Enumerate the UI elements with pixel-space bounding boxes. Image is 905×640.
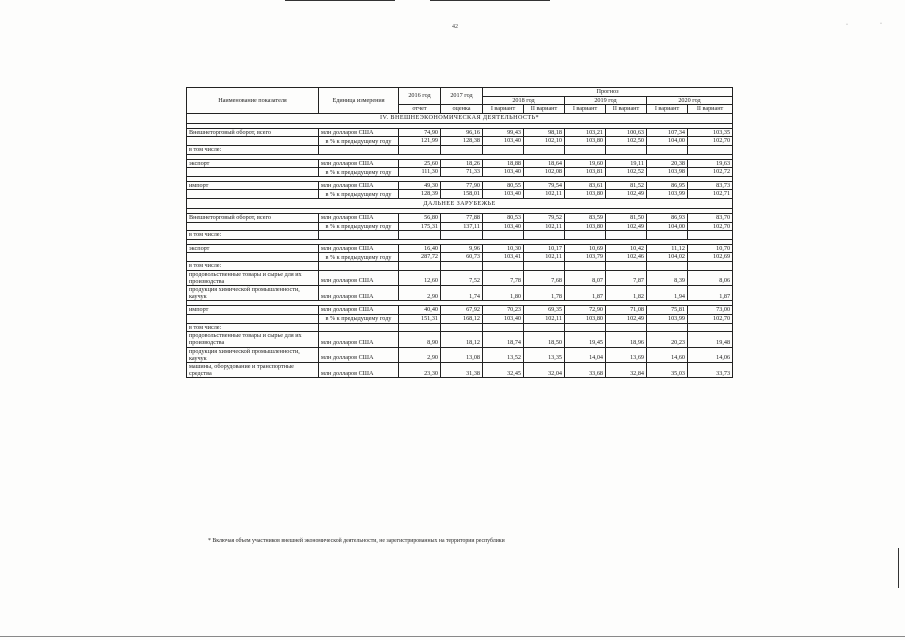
value-cell: 13,35 bbox=[524, 347, 565, 362]
value-cell: 1,82 bbox=[606, 285, 647, 300]
unit-cell: в % к предыдущему году bbox=[319, 190, 399, 199]
value-cell: 103,80 bbox=[565, 314, 606, 323]
empty-cell bbox=[647, 261, 688, 270]
value-cell: 16,40 bbox=[399, 244, 441, 253]
value-cell: 86,93 bbox=[647, 213, 688, 222]
indicator-cell-empty bbox=[187, 222, 319, 231]
value-cell: 7,87 bbox=[606, 270, 647, 285]
including-label: в том числе: bbox=[187, 261, 319, 270]
value-cell: 32,84 bbox=[606, 362, 647, 377]
including-label: в том числе: bbox=[187, 231, 319, 240]
including-label: в том числе: bbox=[187, 323, 319, 332]
empty-cell bbox=[524, 145, 565, 154]
value-cell: 128,39 bbox=[399, 190, 441, 199]
scan-edge-top-right bbox=[430, 0, 550, 1]
section-row bbox=[187, 198, 733, 208]
empty-cell bbox=[606, 145, 647, 154]
value-cell: 102,11 bbox=[524, 222, 565, 231]
value-cell: 32,45 bbox=[483, 362, 524, 377]
table-row bbox=[187, 190, 733, 199]
value-cell: 18,88 bbox=[483, 159, 524, 168]
empty-cell bbox=[399, 323, 441, 332]
value-cell: 1,87 bbox=[565, 285, 606, 300]
indicator-name: Внешнеторговый оборот, всего bbox=[187, 213, 319, 222]
value-cell: 103,80 bbox=[565, 190, 606, 199]
value-cell: 80,55 bbox=[483, 181, 524, 190]
value-cell: 79,52 bbox=[524, 213, 565, 222]
item-name: продовольственные товары и сырье для их производства bbox=[187, 332, 319, 347]
value-cell: 19,63 bbox=[688, 159, 733, 168]
value-cell: 103,40 bbox=[483, 168, 524, 177]
empty-cell bbox=[441, 231, 483, 240]
value-cell: 23,30 bbox=[399, 362, 441, 377]
value-cell: 2,90 bbox=[399, 347, 441, 362]
value-cell: 74,90 bbox=[399, 128, 441, 137]
unit-cell: млн долларов США bbox=[319, 285, 399, 300]
value-cell: 8,06 bbox=[688, 270, 733, 285]
table-row bbox=[187, 222, 733, 231]
value-cell: 67,92 bbox=[441, 306, 483, 315]
table-row bbox=[187, 362, 733, 377]
header-unit: Единица измерения bbox=[319, 88, 399, 114]
value-cell: 104,00 bbox=[647, 137, 688, 146]
value-cell: 128,38 bbox=[441, 137, 483, 146]
section-row bbox=[187, 113, 733, 123]
indicator-name: экспорт bbox=[187, 244, 319, 253]
value-cell: 8,90 bbox=[399, 332, 441, 347]
value-cell: 102,69 bbox=[688, 253, 733, 262]
value-cell: 31,38 bbox=[441, 362, 483, 377]
empty-cell bbox=[606, 261, 647, 270]
value-cell: 79,54 bbox=[524, 181, 565, 190]
value-cell: 10,70 bbox=[688, 244, 733, 253]
empty-cell bbox=[524, 231, 565, 240]
unit-cell: в % к предыдущему году bbox=[319, 314, 399, 323]
empty-cell bbox=[441, 145, 483, 154]
value-cell: 158,01 bbox=[441, 190, 483, 199]
empty-cell bbox=[319, 231, 399, 240]
empty-cell bbox=[565, 145, 606, 154]
value-cell: 9,96 bbox=[441, 244, 483, 253]
value-cell: 111,30 bbox=[399, 168, 441, 177]
header-2017: 2017 год bbox=[441, 88, 483, 105]
unit-cell: млн долларов США bbox=[319, 128, 399, 137]
value-cell: 2,90 bbox=[399, 285, 441, 300]
value-cell: 18,74 bbox=[483, 332, 524, 347]
value-cell: 102,52 bbox=[606, 168, 647, 177]
value-cell: 83,73 bbox=[688, 181, 733, 190]
value-cell: 80,53 bbox=[483, 213, 524, 222]
header-2016-report: отчет bbox=[399, 105, 441, 114]
indicator-cell-empty bbox=[187, 168, 319, 177]
value-cell: 175,31 bbox=[399, 222, 441, 231]
value-cell: 77,90 bbox=[441, 181, 483, 190]
empty-cell bbox=[565, 231, 606, 240]
value-cell: 102,11 bbox=[524, 190, 565, 199]
value-cell: 70,23 bbox=[483, 306, 524, 315]
unit-cell: в % к предыдущему году bbox=[319, 222, 399, 231]
value-cell: 20,23 bbox=[647, 332, 688, 347]
value-cell: 102,10 bbox=[524, 137, 565, 146]
header-2020: 2020 год bbox=[647, 96, 733, 105]
value-cell: 103,79 bbox=[565, 253, 606, 262]
value-cell: 14,06 bbox=[688, 347, 733, 362]
value-cell: 102,08 bbox=[524, 168, 565, 177]
value-cell: 83,59 bbox=[565, 213, 606, 222]
scan-speck: · bbox=[846, 22, 848, 28]
value-cell: 103,40 bbox=[483, 190, 524, 199]
table-row bbox=[187, 285, 733, 300]
empty-cell bbox=[647, 323, 688, 332]
value-cell: 81,52 bbox=[606, 181, 647, 190]
header-variant-1: I вариант bbox=[647, 105, 688, 114]
value-cell: 75,81 bbox=[647, 306, 688, 315]
empty-cell bbox=[399, 231, 441, 240]
value-cell: 103,98 bbox=[647, 168, 688, 177]
value-cell: 1,80 bbox=[483, 285, 524, 300]
indicator-name: импорт bbox=[187, 306, 319, 315]
value-cell: 103,40 bbox=[483, 222, 524, 231]
empty-cell bbox=[647, 145, 688, 154]
value-cell: 103,41 bbox=[483, 253, 524, 262]
empty-cell bbox=[688, 323, 733, 332]
footnote: * Включая объем участников внешней экономической деятельности, не зарегистрированных на территории республики bbox=[208, 538, 505, 544]
including-label: в том числе: bbox=[187, 145, 319, 154]
table-row bbox=[187, 332, 733, 347]
value-cell: 121,99 bbox=[399, 137, 441, 146]
indicator-name: Внешнеторговый оборот, всего bbox=[187, 128, 319, 137]
empty-cell bbox=[688, 231, 733, 240]
value-cell: 19,45 bbox=[565, 332, 606, 347]
value-cell: 7,78 bbox=[483, 270, 524, 285]
value-cell: 1,94 bbox=[647, 285, 688, 300]
value-cell: 102,70 bbox=[688, 314, 733, 323]
unit-cell: млн долларов США bbox=[319, 362, 399, 377]
value-cell: 103,99 bbox=[647, 190, 688, 199]
empty-cell bbox=[441, 261, 483, 270]
value-cell: 49,30 bbox=[399, 181, 441, 190]
value-cell: 104,02 bbox=[647, 253, 688, 262]
value-cell: 10,69 bbox=[565, 244, 606, 253]
table-row bbox=[187, 159, 733, 168]
item-name: продовольственные товары и сырье для их производства bbox=[187, 270, 319, 285]
empty-cell bbox=[647, 231, 688, 240]
item-name: машины, оборудование и транспортные средства bbox=[187, 362, 319, 377]
empty-cell bbox=[606, 323, 647, 332]
value-cell: 103,21 bbox=[565, 128, 606, 137]
value-cell: 1,78 bbox=[524, 285, 565, 300]
item-name: продукция химической промышленности, каучук bbox=[187, 347, 319, 362]
value-cell: 7,52 bbox=[441, 270, 483, 285]
value-cell: 104,00 bbox=[647, 222, 688, 231]
table-row bbox=[187, 306, 733, 315]
subheader-row bbox=[187, 231, 733, 240]
table-row bbox=[187, 128, 733, 137]
value-cell: 103,80 bbox=[565, 222, 606, 231]
table-row bbox=[187, 137, 733, 146]
value-cell: 83,61 bbox=[565, 181, 606, 190]
value-cell: 100,63 bbox=[606, 128, 647, 137]
value-cell: 102,50 bbox=[606, 137, 647, 146]
value-cell: 7,68 bbox=[524, 270, 565, 285]
header-variant-1: I вариант bbox=[483, 105, 524, 114]
empty-cell bbox=[483, 145, 524, 154]
table-row bbox=[187, 213, 733, 222]
subheader-row bbox=[187, 261, 733, 270]
value-cell: 151,31 bbox=[399, 314, 441, 323]
table-row bbox=[187, 253, 733, 262]
value-cell: 20,38 bbox=[647, 159, 688, 168]
empty-cell bbox=[319, 145, 399, 154]
value-cell: 71,08 bbox=[606, 306, 647, 315]
value-cell: 12,60 bbox=[399, 270, 441, 285]
unit-cell: млн долларов США bbox=[319, 332, 399, 347]
indicator-cell-empty bbox=[187, 190, 319, 199]
value-cell: 13,69 bbox=[606, 347, 647, 362]
value-cell: 10,30 bbox=[483, 244, 524, 253]
empty-cell bbox=[483, 231, 524, 240]
scan-edge-bottom bbox=[0, 636, 905, 637]
value-cell: 102,71 bbox=[688, 190, 733, 199]
header-2016: 2016 год bbox=[399, 88, 441, 105]
value-cell: 71,33 bbox=[441, 168, 483, 177]
value-cell: 168,12 bbox=[441, 314, 483, 323]
value-cell: 69,35 bbox=[524, 306, 565, 315]
empty-cell bbox=[319, 323, 399, 332]
value-cell: 8,07 bbox=[565, 270, 606, 285]
value-cell: 102,49 bbox=[606, 222, 647, 231]
section-title: ДАЛЬНЕЕ ЗАРУБЕЖЬЕ bbox=[187, 198, 733, 208]
section-title: IV. ВНЕШНЕЭКОНОМИЧЕСКАЯ ДЕЯТЕЛЬНОСТЬ* bbox=[187, 113, 733, 123]
value-cell: 8,39 bbox=[647, 270, 688, 285]
header-2018: 2018 год bbox=[483, 96, 565, 105]
value-cell: 137,11 bbox=[441, 222, 483, 231]
item-name: продукция химической промышленности, каучук bbox=[187, 285, 319, 300]
value-cell: 18,26 bbox=[441, 159, 483, 168]
value-cell: 35,03 bbox=[647, 362, 688, 377]
table-row bbox=[187, 270, 733, 285]
scan-speck: · bbox=[880, 21, 882, 27]
empty-cell bbox=[688, 145, 733, 154]
header-variant-2: II вариант bbox=[606, 105, 647, 114]
unit-cell: млн долларов США bbox=[319, 213, 399, 222]
empty-cell bbox=[524, 261, 565, 270]
value-cell: 102,70 bbox=[688, 137, 733, 146]
indicator-cell-empty bbox=[187, 137, 319, 146]
value-cell: 10,42 bbox=[606, 244, 647, 253]
value-cell: 102,11 bbox=[524, 253, 565, 262]
empty-cell bbox=[606, 231, 647, 240]
value-cell: 13,52 bbox=[483, 347, 524, 362]
indicator-name: импорт bbox=[187, 181, 319, 190]
header-2017-estimate: оценка bbox=[441, 105, 483, 114]
unit-cell: млн долларов США bbox=[319, 181, 399, 190]
empty-cell bbox=[565, 323, 606, 332]
header-forecast: Прогноз bbox=[483, 88, 733, 97]
header-variant-2: II вариант bbox=[688, 105, 733, 114]
header-variant-1: I вариант bbox=[565, 105, 606, 114]
header-indicator: Наименование показателя bbox=[187, 88, 319, 114]
unit-cell: в % к предыдущему году bbox=[319, 137, 399, 146]
value-cell: 86,95 bbox=[647, 181, 688, 190]
value-cell: 33,73 bbox=[688, 362, 733, 377]
value-cell: 103,40 bbox=[483, 314, 524, 323]
value-cell: 18,50 bbox=[524, 332, 565, 347]
empty-cell bbox=[524, 323, 565, 332]
subheader-row bbox=[187, 145, 733, 154]
value-cell: 102,49 bbox=[606, 314, 647, 323]
value-cell: 40,40 bbox=[399, 306, 441, 315]
value-cell: 102,46 bbox=[606, 253, 647, 262]
value-cell: 102,49 bbox=[606, 190, 647, 199]
subheader-row bbox=[187, 323, 733, 332]
unit-cell: млн долларов США bbox=[319, 306, 399, 315]
value-cell: 96,16 bbox=[441, 128, 483, 137]
header-variant-2: II вариант bbox=[524, 105, 565, 114]
empty-cell bbox=[483, 323, 524, 332]
value-cell: 107,34 bbox=[647, 128, 688, 137]
value-cell: 73,00 bbox=[688, 306, 733, 315]
value-cell: 18,96 bbox=[606, 332, 647, 347]
table-row bbox=[187, 244, 733, 253]
unit-cell: млн долларов США bbox=[319, 244, 399, 253]
value-cell: 32,04 bbox=[524, 362, 565, 377]
value-cell: 33,68 bbox=[565, 362, 606, 377]
value-cell: 14,60 bbox=[647, 347, 688, 362]
scan-edge-top bbox=[285, 0, 395, 1]
unit-cell: млн долларов США bbox=[319, 270, 399, 285]
value-cell: 103,99 bbox=[647, 314, 688, 323]
value-cell: 60,73 bbox=[441, 253, 483, 262]
value-cell: 25,60 bbox=[399, 159, 441, 168]
value-cell: 56,80 bbox=[399, 213, 441, 222]
empty-cell bbox=[688, 261, 733, 270]
table-row bbox=[187, 168, 733, 177]
value-cell: 102,11 bbox=[524, 314, 565, 323]
value-cell: 103,80 bbox=[565, 137, 606, 146]
value-cell: 1,87 bbox=[688, 285, 733, 300]
empty-cell bbox=[319, 261, 399, 270]
value-cell: 14,04 bbox=[565, 347, 606, 362]
value-cell: 11,12 bbox=[647, 244, 688, 253]
table-row bbox=[187, 181, 733, 190]
value-cell: 103,81 bbox=[565, 168, 606, 177]
unit-cell: млн долларов США bbox=[319, 159, 399, 168]
unit-cell: млн долларов США bbox=[319, 347, 399, 362]
page-number: 42 bbox=[452, 24, 458, 30]
value-cell: 103,35 bbox=[688, 128, 733, 137]
unit-cell: в % к предыдущему году bbox=[319, 168, 399, 177]
value-cell: 19,11 bbox=[606, 159, 647, 168]
value-cell: 102,72 bbox=[688, 168, 733, 177]
indicator-name: экспорт bbox=[187, 159, 319, 168]
value-cell: 287,72 bbox=[399, 253, 441, 262]
indicator-cell-empty bbox=[187, 253, 319, 262]
unit-cell: в % к предыдущему году bbox=[319, 253, 399, 262]
empty-cell bbox=[399, 145, 441, 154]
value-cell: 18,64 bbox=[524, 159, 565, 168]
value-cell: 77,88 bbox=[441, 213, 483, 222]
value-cell: 99,43 bbox=[483, 128, 524, 137]
header-2019: 2019 год bbox=[565, 96, 647, 105]
value-cell: 19,60 bbox=[565, 159, 606, 168]
indicator-cell-empty bbox=[187, 314, 319, 323]
value-cell: 13,08 bbox=[441, 347, 483, 362]
empty-cell bbox=[483, 261, 524, 270]
value-cell: 19,48 bbox=[688, 332, 733, 347]
scan-edge-right bbox=[898, 548, 899, 588]
value-cell: 98,18 bbox=[524, 128, 565, 137]
table-row bbox=[187, 314, 733, 323]
value-cell: 81,50 bbox=[606, 213, 647, 222]
empty-cell bbox=[441, 323, 483, 332]
forecast-table bbox=[186, 87, 733, 378]
value-cell: 102,70 bbox=[688, 222, 733, 231]
value-cell: 10,17 bbox=[524, 244, 565, 253]
value-cell: 18,12 bbox=[441, 332, 483, 347]
table-row bbox=[187, 347, 733, 362]
value-cell: 72,90 bbox=[565, 306, 606, 315]
empty-cell bbox=[565, 261, 606, 270]
value-cell: 1,74 bbox=[441, 285, 483, 300]
value-cell: 103,40 bbox=[483, 137, 524, 146]
empty-cell bbox=[399, 261, 441, 270]
value-cell: 83,70 bbox=[688, 213, 733, 222]
